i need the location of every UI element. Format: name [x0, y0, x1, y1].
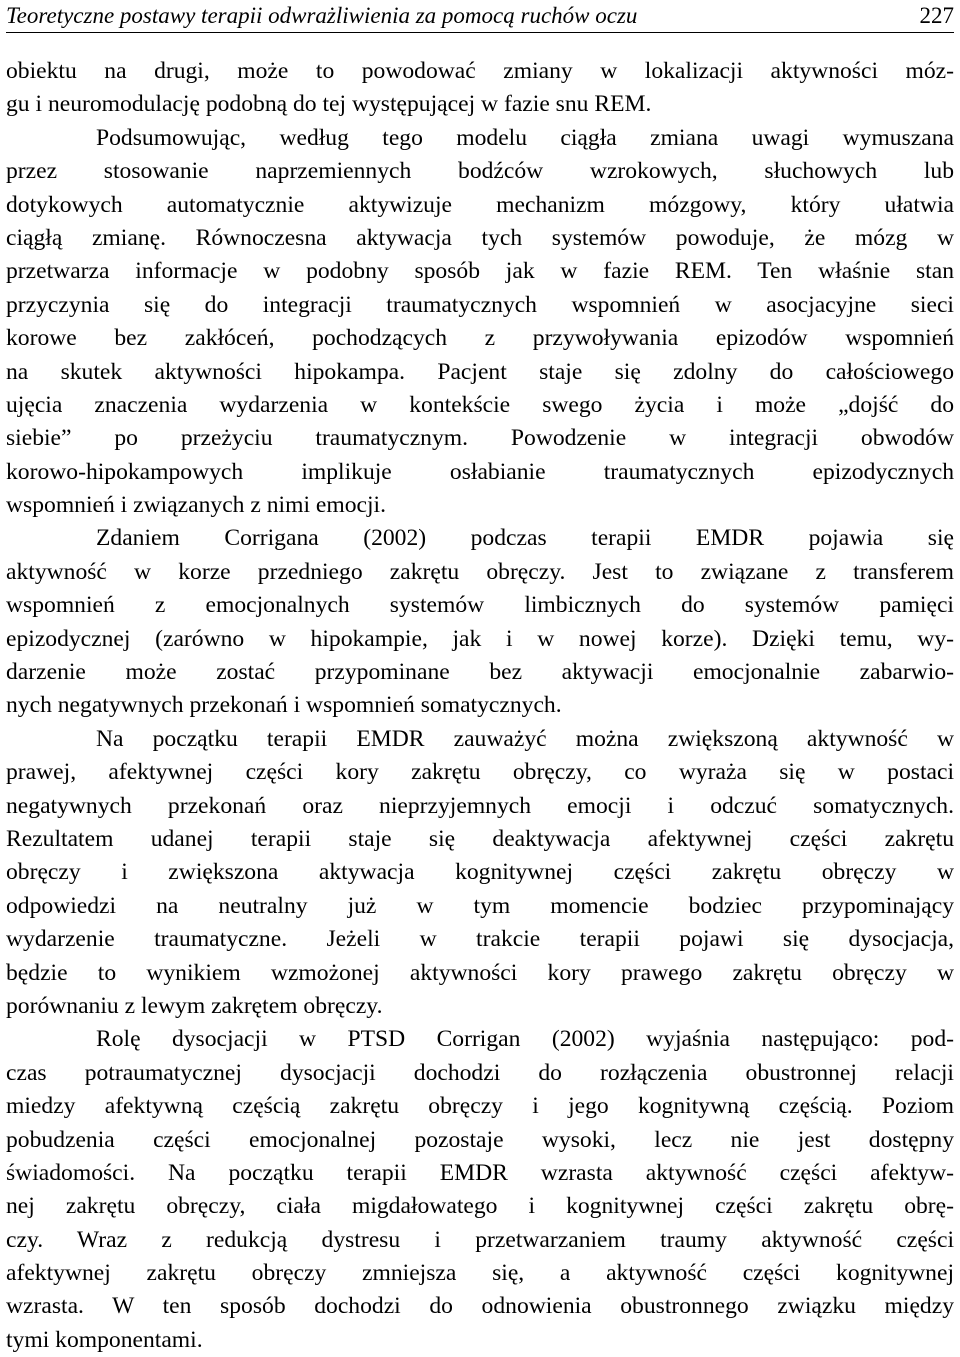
text-line: czas potraumatycznej dysocjacji dochodzi do rozłączenia obustronnej relacji [6, 1059, 954, 1086]
text-line: afektywnej zakrętu obręczy zmniejsza się, a aktywność części kognitywnej [6, 1260, 954, 1287]
text-line: na skutek aktywności hipokampa. Pacjent staje się zdolny do całościowego [6, 358, 954, 385]
text-line: korowo-hipokampowych implikuje osłabianie traumatycznych epizodycznych [6, 458, 954, 485]
text-line: aktywność w korze przedniego zakrętu obręczy. Jest to związane z transferem [6, 558, 954, 585]
text-line: Rolę dysocjacji w PTSD Corrigan (2002) wyjaśnia następująco: pod- [96, 1026, 954, 1053]
text-line: Rezultatem udanej terapii staje się deaktywacja afektywnej części zakrętu [6, 825, 954, 852]
text-line: Podsumowując, według tego modelu ciągła zmiana uwagi wymuszana [96, 124, 954, 151]
text-line: przetwarza informacje w podobny sposób jak w fazie REM. Ten właśnie stan [6, 258, 954, 285]
text-line: obręczy i zwiększona aktywacja kognitywnej części zakrętu obręczy w [6, 859, 954, 886]
text-line: przez stosowanie naprzemiennych bodźców wzrokowych, słuchowych lub [6, 158, 954, 185]
body-text [6, 55, 954, 1357]
text-line: prawej, afektywnej części kory zakrętu obręczy, co wyraża się w postaci [6, 759, 954, 786]
text-line: Zdaniem Corrigana (2002) podczas terapii EMDR pojawia się [96, 525, 954, 552]
paragraph [6, 522, 954, 722]
text-line: wspomnień z emocjonalnych systemów limbicznych do systemów pamięci [6, 592, 954, 619]
text-line: wydarzenie traumatyczne. Jeżeli w trakcie terapii pojawi się dysocjacja, [6, 926, 954, 953]
running-head [6, 2, 954, 33]
text-line: korowe bez zakłóceń, pochodzących z przywoływania epizodów wspomnień [6, 325, 954, 352]
text-line: miedzy afektywną częścią zakrętu obręczy i jego kognitywną częścią. Poziom [6, 1093, 954, 1120]
text-line: tymi komponentami. [6, 1326, 203, 1353]
text-line: przyczynia się do integracji traumatycznych wspomnień w asocjacyjne sieci [6, 291, 954, 318]
text-line: epizodycznej (zarówno w hipokampie, jak i w nowej korze). Dzięki temu, wy- [6, 625, 954, 652]
text-line: negatywnych przekonań oraz nieprzyjemnych emocji i odczuć somatycznych. [6, 792, 954, 819]
text-line: wzrasta. W ten sposób dochodzi do odnowienia obustronnego związku między [6, 1293, 954, 1320]
text-line: darzenie może zostać przypominane bez aktywacji emocjonalnie zabarwio- [6, 659, 954, 686]
text-line: wspomnień i związanych z nimi emocji. [6, 492, 387, 519]
text-line: pobudzenia części emocjonalnej pozostaje wysoki, lecz nie jest dostępny [6, 1126, 954, 1153]
running-head-title: Teoretyczne postawy terapii odwrażliwienia za pomocą ruchów oczu [6, 3, 638, 28]
text-line: będzie to wynikiem wzmożonej aktywności kory prawego zakrętu obręczy w [6, 959, 954, 986]
text-line: porównaniu z lewym zakrętem obręczy. [6, 992, 383, 1019]
text-line: Na początku terapii EMDR zauważyć można zwiększoną aktywność w [96, 725, 954, 752]
text-line: odpowiedzi na neutralny już w tym momencie bodziec przypominający [6, 892, 954, 919]
text-line: gu i neuromodulację podobną do tej występującej w fazie snu REM. [6, 91, 652, 118]
page-number: 227 [919, 3, 954, 28]
paragraph [6, 723, 954, 1024]
paragraph [6, 122, 954, 523]
text-line: nych negatywnych przekonań i wspomnień somatycznych. [6, 692, 562, 719]
text-line: dotykowych automatycznie aktywizuje mechanizm mózgowy, który ułatwia [6, 191, 954, 218]
text-line: ciągłą zmianę. Równoczesna aktywacja tych systemów powoduje, że mózg w [6, 224, 954, 251]
text-line: nej zakrętu obręczy, ciała migdałowatego i kognitywnej części zakrętu obrę- [6, 1193, 954, 1220]
text-line: siebie” po przeżyciu traumatycznym. Powodzenie w integracji obwodów [6, 425, 954, 452]
paragraph [6, 1023, 954, 1357]
text-line: czy. Wraz z redukcją dystresu i przetwarzaniem traumy aktywność części [6, 1226, 954, 1253]
text-line: obiektu na drugi, może to powodować zmiany w lokalizacji aktywności móz- [6, 58, 954, 84]
paragraph [6, 55, 954, 122]
text-line: świadomości. Na początku terapii EMDR wzrasta aktywność części afektyw- [6, 1159, 954, 1186]
text-line: ujęcia znaczenia wydarzenia w kontekście swego życia i może „dojść do [6, 391, 954, 418]
